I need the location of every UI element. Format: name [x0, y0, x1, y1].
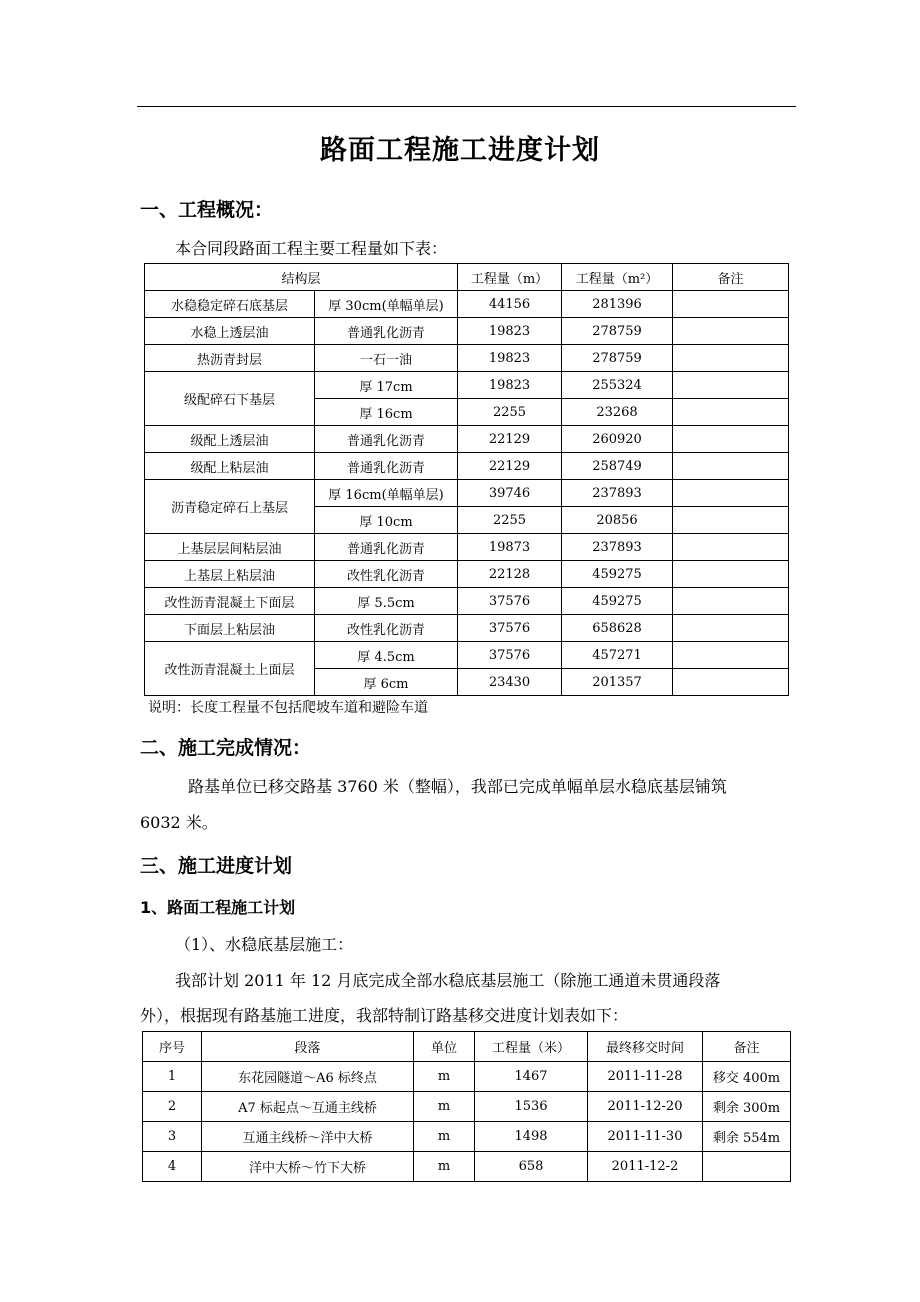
table-row: [145, 372, 789, 399]
cell-layer: 上基层上粘层油: [145, 561, 315, 588]
table-header-row: [145, 264, 789, 291]
table-row: [145, 345, 789, 372]
cell-remark: 剩余 300m: [703, 1092, 791, 1122]
section3-heading: 三、施工进度计划: [140, 855, 293, 877]
cell-handover-date: 2011-11-30: [588, 1122, 703, 1152]
cell-layer: 沥青稳定碎石上基层: [145, 480, 315, 534]
cell-spec: 普通乳化沥青: [315, 318, 458, 345]
cell-length: 19873: [458, 534, 562, 561]
cell-length: 19823: [458, 372, 562, 399]
cell-remark: [673, 507, 789, 534]
cell-area: 281396: [562, 291, 673, 318]
table-row: [145, 642, 789, 669]
cell-remark: [673, 534, 789, 561]
cell-layer: 级配上透层油: [145, 426, 315, 453]
cell-area: 459275: [562, 561, 673, 588]
subsubsection-heading: （1）、水稳底基层施工：: [175, 935, 354, 954]
cell-remark: 移交 400m: [703, 1062, 791, 1092]
section2-line1: 路基单位已移交路基 3760 米（整幅），我部已完成单幅单层水稳底基层铺筑: [188, 777, 727, 796]
header-remark: 备注: [673, 264, 789, 291]
cell-spec: 厚 4.5cm: [315, 642, 458, 669]
cell-spec: 普通乳化沥青: [315, 534, 458, 561]
cell-handover-date: 2011-12-20: [588, 1092, 703, 1122]
cell-unit: m: [414, 1062, 475, 1092]
cell-no: 1: [143, 1062, 202, 1092]
section2-heading: 二、施工完成情况：: [140, 737, 312, 759]
cell-unit: m: [414, 1122, 475, 1152]
cell-remark: [673, 642, 789, 669]
cell-area: 258749: [562, 453, 673, 480]
cell-quantity: 658: [475, 1152, 588, 1182]
cell-no: 2: [143, 1092, 202, 1122]
handover-schedule-table: [142, 1031, 791, 1182]
table-row: [143, 1152, 791, 1182]
table-row: [143, 1062, 791, 1092]
cell-length: 23430: [458, 669, 562, 696]
cell-length: 2255: [458, 507, 562, 534]
table-row: [145, 615, 789, 642]
cell-remark: [673, 561, 789, 588]
cell-layer: 水稳稳定碎石底基层: [145, 291, 315, 318]
cell-area: 278759: [562, 318, 673, 345]
section3-line2: 外），根据现有路基施工进度，我部特制订路基移交进度计划表如下：: [140, 1006, 629, 1025]
header-area: 工程量（m²）: [562, 264, 673, 291]
cell-area: 201357: [562, 669, 673, 696]
quantity-table: [144, 263, 789, 696]
header-handover-date: 最终移交时间: [588, 1032, 703, 1062]
cell-spec: 厚 16cm(单幅单层): [315, 480, 458, 507]
cell-remark: [673, 588, 789, 615]
cell-area: 255324: [562, 372, 673, 399]
cell-spec: 厚 5.5cm: [315, 588, 458, 615]
cell-remark: [673, 372, 789, 399]
cell-spec: 厚 17cm: [315, 372, 458, 399]
cell-section: 洋中大桥～竹下大桥: [202, 1152, 414, 1182]
header-unit: 单位: [414, 1032, 475, 1062]
table-row: [145, 318, 789, 345]
table-row: [145, 291, 789, 318]
cell-area: 237893: [562, 480, 673, 507]
cell-remark: [673, 399, 789, 426]
cell-remark: [673, 669, 789, 696]
cell-remark: [673, 291, 789, 318]
cell-remark: [673, 345, 789, 372]
cell-area: 457271: [562, 642, 673, 669]
cell-section: 东花园隧道～A6 标终点: [202, 1062, 414, 1092]
subsection-heading: 1、路面工程施工计划: [140, 898, 296, 917]
cell-length: 37576: [458, 615, 562, 642]
section1-intro: 本合同段路面工程主要工程量如下表：: [175, 239, 448, 258]
cell-remark: [673, 453, 789, 480]
table-row: [145, 588, 789, 615]
cell-layer: 下面层上粘层油: [145, 615, 315, 642]
cell-length: 2255: [458, 399, 562, 426]
page-title: 路面工程施工进度计划: [320, 135, 600, 166]
cell-section: A7 标起点～互通主线桥: [202, 1092, 414, 1122]
cell-area: 23268: [562, 399, 673, 426]
cell-layer: 级配碎石下基层: [145, 372, 315, 426]
cell-spec: 改性乳化沥青: [315, 615, 458, 642]
cell-area: 658628: [562, 615, 673, 642]
table-row: [143, 1122, 791, 1152]
header-section: 段落: [202, 1032, 414, 1062]
section3-line1: 我部计划 2011 年 12 月底完成全部水稳底基层施工（除施工通道未贯通段落: [175, 971, 721, 990]
cell-no: 3: [143, 1122, 202, 1152]
table-header-row: [143, 1032, 791, 1062]
table-row: [145, 534, 789, 561]
table-row: [143, 1092, 791, 1122]
cell-layer: 水稳上透层油: [145, 318, 315, 345]
cell-spec: 普通乳化沥青: [315, 426, 458, 453]
cell-remark: [673, 615, 789, 642]
cell-length: 44156: [458, 291, 562, 318]
cell-handover-date: 2011-11-28: [588, 1062, 703, 1092]
cell-area: 20856: [562, 507, 673, 534]
header-quantity: 工程量（米）: [475, 1032, 588, 1062]
header-rule: [137, 106, 796, 107]
cell-spec: 厚 6cm: [315, 669, 458, 696]
table-row: [145, 480, 789, 507]
cell-spec: 厚 30cm(单幅单层): [315, 291, 458, 318]
cell-length: 22128: [458, 561, 562, 588]
header-remark: 备注: [703, 1032, 791, 1062]
cell-area: 237893: [562, 534, 673, 561]
cell-length: 39746: [458, 480, 562, 507]
cell-handover-date: 2011-12-2: [588, 1152, 703, 1182]
cell-length: 37576: [458, 588, 562, 615]
cell-unit: m: [414, 1092, 475, 1122]
cell-spec: 一石一油: [315, 345, 458, 372]
cell-layer: 热沥青封层: [145, 345, 315, 372]
cell-area: 260920: [562, 426, 673, 453]
cell-length: 19823: [458, 318, 562, 345]
cell-spec: 改性乳化沥青: [315, 561, 458, 588]
cell-spec: 厚 16cm: [315, 399, 458, 426]
header-length: 工程量（m）: [458, 264, 562, 291]
cell-quantity: 1467: [475, 1062, 588, 1092]
cell-remark: [673, 480, 789, 507]
cell-quantity: 1498: [475, 1122, 588, 1152]
section2-line2: 6032 米。: [140, 813, 218, 832]
cell-spec: 厚 10cm: [315, 507, 458, 534]
cell-unit: m: [414, 1152, 475, 1182]
header-no: 序号: [143, 1032, 202, 1062]
cell-remark: [703, 1152, 791, 1182]
cell-layer: 改性沥青混凝土上面层: [145, 642, 315, 696]
cell-length: 22129: [458, 453, 562, 480]
cell-length: 19823: [458, 345, 562, 372]
table-note: 说明：长度工程量不包括爬坡车道和避险车道: [148, 700, 428, 716]
cell-spec: 普通乳化沥青: [315, 453, 458, 480]
section1-heading: 一、工程概况：: [140, 199, 274, 221]
cell-layer: 改性沥青混凝土下面层: [145, 588, 315, 615]
table-row: [145, 426, 789, 453]
cell-no: 4: [143, 1152, 202, 1182]
cell-layer: 上基层层间粘层油: [145, 534, 315, 561]
header-structure: 结构层: [145, 264, 458, 291]
cell-area: 278759: [562, 345, 673, 372]
table-row: [145, 561, 789, 588]
cell-remark: [673, 318, 789, 345]
cell-remark: [673, 426, 789, 453]
cell-layer: 级配上粘层油: [145, 453, 315, 480]
cell-quantity: 1536: [475, 1092, 588, 1122]
cell-area: 459275: [562, 588, 673, 615]
cell-length: 37576: [458, 642, 562, 669]
cell-section: 互通主线桥～洋中大桥: [202, 1122, 414, 1152]
table-row: [145, 453, 789, 480]
cell-length: 22129: [458, 426, 562, 453]
cell-remark: 剩余 554m: [703, 1122, 791, 1152]
